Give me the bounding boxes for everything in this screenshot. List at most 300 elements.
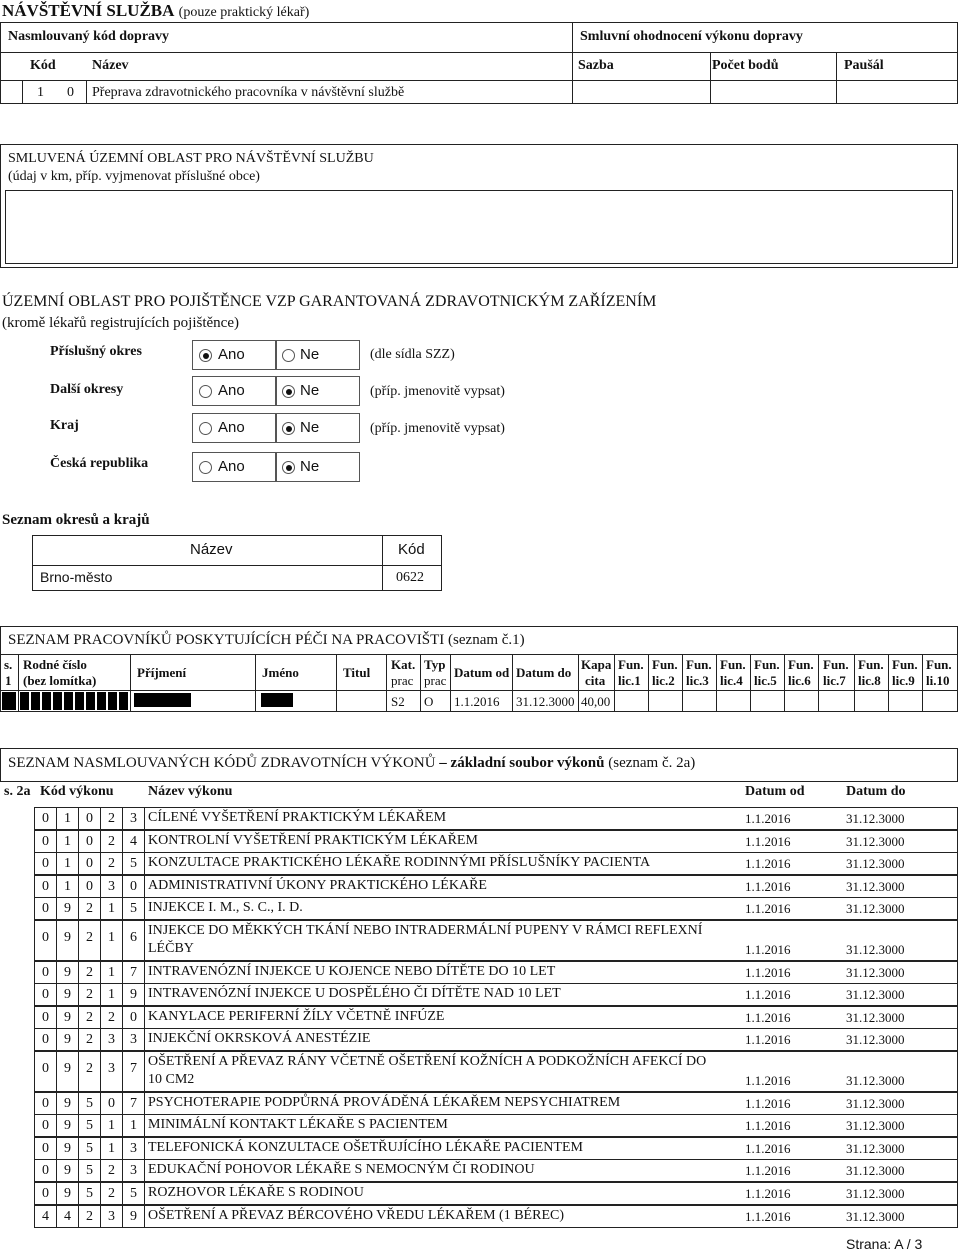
code-digit-box bbox=[56, 1006, 79, 1029]
col-lic: li.10 bbox=[926, 673, 950, 688]
code-digit: 7 bbox=[130, 964, 137, 980]
guarantee-row-label: Další okresy bbox=[50, 382, 124, 397]
code-name: ROZHOVOR LÉKAŘE S RODINOU bbox=[148, 1185, 364, 1200]
code-datum-od: 1.1.2016 bbox=[745, 1073, 791, 1088]
code-name: EDUKAČNÍ POHOVOR LÉKAŘE S NEMOCNÝM ČI RODINOU bbox=[148, 1162, 535, 1178]
code-digit: 0 bbox=[42, 856, 49, 872]
code-digit: 5 bbox=[86, 1118, 93, 1134]
codes-col-nazev: Název výkonu bbox=[148, 784, 233, 799]
code-datum-od: 1.1.2016 bbox=[745, 1208, 791, 1224]
codes-col-kod: Kód výkonu bbox=[40, 784, 114, 799]
col-rodne-cislo: Rodné číslo bbox=[23, 657, 87, 672]
code-digit: 3 bbox=[130, 1032, 137, 1048]
code-digit-box bbox=[56, 1114, 79, 1137]
codes-col-od: Datum od bbox=[745, 784, 805, 799]
col-pocet-bodu: Počet bodů bbox=[712, 58, 779, 73]
code-datum-do: 31.12.3000 bbox=[846, 833, 905, 849]
code-digit-box bbox=[100, 807, 123, 830]
code-row bbox=[0, 1137, 960, 1159]
code-digit-box bbox=[34, 852, 57, 875]
code-digit: 3 bbox=[130, 1163, 137, 1179]
code-digit: 5 bbox=[130, 856, 137, 872]
page-number: Strana: A / 3 bbox=[846, 1236, 923, 1252]
code-digit-box bbox=[78, 830, 101, 853]
code-digit-box bbox=[122, 920, 145, 961]
code-digit: 2 bbox=[108, 856, 115, 872]
code-digit: 1 bbox=[64, 811, 71, 826]
code-digit: 9 bbox=[64, 1095, 71, 1111]
code-digit-box bbox=[56, 983, 79, 1006]
code-name: PSYCHOTERAPIE PODPŮRNÁ PROVÁDĚNÁ LÉKAŘEM NEPSYCHIATREM bbox=[148, 1094, 621, 1110]
code-digit-box bbox=[100, 1092, 123, 1115]
code-digit: 3 bbox=[108, 878, 115, 894]
code-digit: 5 bbox=[130, 901, 137, 917]
code-digit: 9 bbox=[64, 1140, 71, 1156]
code-name: INTRAVENÓZNÍ INJEKCE U KOJENCE NEBO DÍTĚTE DO 10 LET bbox=[148, 963, 556, 979]
code-digit-box bbox=[56, 897, 79, 920]
code-datum-od: 1.1.2016 bbox=[745, 811, 791, 826]
code-digit: 0 bbox=[130, 878, 137, 894]
code-datum-od: 1.1.2016 bbox=[745, 833, 791, 849]
code-digit-box bbox=[100, 983, 123, 1006]
code-digit-box bbox=[100, 897, 123, 920]
code-datum-do: 31.12.3000 bbox=[846, 1032, 905, 1048]
code-digit-box bbox=[34, 897, 57, 920]
col-lic: lic.4 bbox=[720, 673, 743, 688]
radio-yes[interactable] bbox=[199, 349, 212, 362]
code-digit-box bbox=[78, 1182, 101, 1205]
radio-yes[interactable] bbox=[199, 461, 212, 474]
code-digit: 0 bbox=[86, 833, 93, 849]
code-name: OŠETŘENÍ A PŘEVAZ BÉRCOVÉHO VŘEDU LÉKAŘEM (1 BÉREC) bbox=[148, 1207, 565, 1223]
guarantee-subtitle: (kromě lékařů registrujících pojištěnce) bbox=[2, 315, 239, 331]
code-digit-box bbox=[34, 1051, 57, 1092]
code-digit-box bbox=[78, 1114, 101, 1137]
code-datum-do: 31.12.3000 bbox=[846, 1140, 905, 1156]
code-digit: 0 bbox=[42, 1032, 49, 1048]
code-digit-box bbox=[122, 875, 145, 898]
code-digit: 2 bbox=[86, 930, 93, 945]
code-datum-od: 1.1.2016 bbox=[745, 942, 791, 957]
code-digit: 0 bbox=[42, 930, 49, 945]
col-sazba: Sazba bbox=[578, 58, 614, 73]
code-row bbox=[0, 983, 960, 1005]
col-lic: lic.5 bbox=[754, 673, 777, 688]
code-digit-box bbox=[122, 897, 145, 920]
codes-title: SEZNAM NASMLOUVANÝCH KÓDŮ ZDRAVOTNÍCH VÝKONŮ – základní soubor výkonů (seznam č. 2a) bbox=[8, 755, 696, 771]
code-row bbox=[0, 1092, 960, 1114]
code-datum-od: 1.1.2016 bbox=[745, 878, 791, 894]
code-digit-box bbox=[78, 807, 101, 830]
code-datum-od: 1.1.2016 bbox=[745, 1095, 791, 1111]
col-kat: Kat. bbox=[391, 657, 416, 672]
code-digit-box bbox=[100, 1028, 123, 1051]
districts-col-nazev: Název bbox=[190, 541, 233, 558]
code-digit: 9 bbox=[64, 1186, 71, 1201]
code-digit-box bbox=[100, 875, 123, 898]
code-digit-box bbox=[100, 961, 123, 984]
worker-typ: O bbox=[424, 694, 434, 709]
code-digit: 0 bbox=[42, 1095, 49, 1111]
col-pausal: Paušál bbox=[844, 58, 884, 73]
worker-kat: S2 bbox=[391, 694, 405, 709]
code-digit-box bbox=[122, 1006, 145, 1029]
code-name: MINIMÁLNÍ KONTAKT LÉKAŘE S PACIENTEM bbox=[148, 1117, 448, 1133]
code-digit: 9 bbox=[64, 1009, 71, 1025]
col-kapacita: cita bbox=[585, 673, 606, 688]
code-digit: 0 bbox=[42, 1140, 49, 1156]
code-digit: 0 bbox=[86, 878, 93, 894]
code-digit: 0 bbox=[42, 833, 49, 849]
code-digit: 3 bbox=[130, 1140, 137, 1156]
district-code: 0622 bbox=[396, 570, 424, 585]
code-digit-box bbox=[100, 1159, 123, 1182]
code-digit-box bbox=[56, 961, 79, 984]
code-datum-do: 31.12.3000 bbox=[846, 1009, 905, 1025]
code-digit-box bbox=[34, 875, 57, 898]
radio-no-label: Ne bbox=[300, 382, 320, 399]
col-titul: Titul bbox=[343, 665, 371, 680]
code-digit-box bbox=[122, 961, 145, 984]
code-digit-box bbox=[56, 920, 79, 961]
code-digit-box bbox=[34, 1006, 57, 1029]
radio-yes[interactable] bbox=[199, 385, 212, 398]
radio-yes-label: Ano bbox=[218, 419, 245, 436]
code-row bbox=[0, 1159, 960, 1181]
code-row bbox=[0, 1114, 960, 1136]
code-datum-do: 31.12.3000 bbox=[846, 856, 905, 872]
code-name: ADMINISTRATIVNÍ ÚKONY PRAKTICKÉHO LÉKAŘE bbox=[148, 877, 487, 893]
radio-no-label: Ne bbox=[300, 458, 320, 475]
code-datum-do: 31.12.3000 bbox=[846, 901, 905, 917]
page-subtitle: (pouze praktický lékař) bbox=[178, 5, 310, 20]
code-row bbox=[0, 897, 960, 919]
code-datum-do: 31.12.3000 bbox=[846, 1163, 905, 1179]
code-digit-box bbox=[34, 1159, 57, 1182]
code-name-cont: LÉČBY bbox=[148, 941, 194, 956]
code-row bbox=[0, 852, 960, 874]
code-digit: 0 bbox=[108, 1095, 115, 1111]
col-lic: lic.2 bbox=[652, 673, 675, 688]
code-digit-box bbox=[122, 1182, 145, 1205]
code-row bbox=[0, 875, 960, 897]
code-name: INJEKCE DO MĚKKÝCH TKÁNÍ NEBO INTRADERMÁLNÍ PUPENY V RÁMCI REFLEXNÍ bbox=[148, 923, 703, 938]
code-digit-box bbox=[122, 983, 145, 1006]
page-title: NÁVŠTĚVNÍ SLUŽBA bbox=[2, 1, 175, 20]
code-row bbox=[0, 920, 960, 960]
code-digit-box bbox=[56, 1051, 79, 1092]
code-digit: 9 bbox=[130, 1208, 137, 1224]
code-digit-box bbox=[56, 1159, 79, 1182]
code-name: INTRAVENÓZNÍ INJEKCE U DOSPĚLÉHO ČI DÍTĚTE NAD 10 LET bbox=[148, 986, 561, 1002]
transport-name: Přeprava zdravotnického pracovníka v návštěvní službě bbox=[92, 85, 405, 100]
code-digit: 4 bbox=[130, 833, 137, 849]
code-digit-box bbox=[122, 1028, 145, 1051]
code-digit: 1 bbox=[64, 833, 71, 849]
code-digit: 1 bbox=[64, 878, 71, 894]
code-digit: 2 bbox=[86, 1208, 93, 1224]
code-digit: 1 bbox=[64, 856, 71, 872]
code-digit: 1 bbox=[108, 987, 115, 1003]
code-row bbox=[0, 1006, 960, 1028]
code-digit: 2 bbox=[86, 1061, 93, 1076]
code-digit: 2 bbox=[108, 1163, 115, 1179]
col-fun: Fun. bbox=[788, 657, 814, 672]
col-kod: Kód bbox=[30, 58, 56, 73]
code-datum-od: 1.1.2016 bbox=[745, 856, 791, 872]
code-datum-do: 31.12.3000 bbox=[846, 1118, 905, 1134]
radio-no-label: Ne bbox=[300, 419, 320, 436]
code-digit: 0 bbox=[42, 811, 49, 826]
code-name: OŠETŘENÍ A PŘEVAZ RÁNY VČETNĚ OŠETŘENÍ KOŽNÍCH A PODKOŽNÍCH AFEKCÍ DO bbox=[148, 1054, 707, 1069]
code-digit-box bbox=[34, 830, 57, 853]
code-digit-box bbox=[122, 807, 145, 830]
code-digit-box bbox=[100, 1051, 123, 1092]
code-digit: 5 bbox=[130, 1186, 137, 1201]
code-digit-box bbox=[34, 1028, 57, 1051]
code-datum-do: 31.12.3000 bbox=[846, 964, 905, 980]
code-digit: 4 bbox=[64, 1208, 71, 1224]
code-digit-box bbox=[100, 1137, 123, 1160]
code-datum-od: 1.1.2016 bbox=[745, 987, 791, 1003]
code-digit: 1 bbox=[108, 1140, 115, 1156]
code-digit: 7 bbox=[130, 1095, 137, 1111]
col-fun: Fun. bbox=[754, 657, 780, 672]
redacted-block bbox=[2, 692, 16, 710]
code-digit-box bbox=[100, 1182, 123, 1205]
code-digit: 0 bbox=[42, 1118, 49, 1134]
code-digit: 0 bbox=[42, 1061, 49, 1076]
districts-title: Seznam okresů a krajů bbox=[2, 512, 150, 528]
codes-col-do: Datum do bbox=[846, 784, 906, 799]
code-digit: 2 bbox=[86, 1009, 93, 1025]
code-digit-box bbox=[56, 852, 79, 875]
col-fun: Fun. bbox=[892, 657, 918, 672]
code-row bbox=[0, 1051, 960, 1091]
code-digit: 0 bbox=[42, 987, 49, 1003]
code-digit: 0 bbox=[86, 811, 93, 826]
col-jmeno: Jméno bbox=[262, 665, 299, 680]
code-digit: 3 bbox=[130, 811, 137, 826]
code-digit-box bbox=[56, 1182, 79, 1205]
code-digit: 9 bbox=[64, 1163, 71, 1179]
code-datum-do: 31.12.3000 bbox=[846, 942, 905, 957]
code-digit: 9 bbox=[64, 987, 71, 1003]
code-digit: 1 bbox=[130, 1118, 137, 1134]
code-datum-od: 1.1.2016 bbox=[745, 1118, 791, 1134]
code-digit-box bbox=[100, 830, 123, 853]
code-digit-box bbox=[34, 1137, 57, 1160]
code-digit: 9 bbox=[130, 987, 137, 1003]
code-digit: 1 bbox=[108, 1118, 115, 1134]
transport-left-header: Nasmlouvaný kód dopravy bbox=[8, 29, 170, 44]
code-digit: 0 bbox=[42, 1009, 49, 1025]
radio-yes-label: Ano bbox=[218, 346, 245, 363]
code-digit-box bbox=[122, 1137, 145, 1160]
code-digit-box bbox=[34, 983, 57, 1006]
col-lic: lic.8 bbox=[858, 673, 881, 688]
code-digit-box bbox=[34, 1092, 57, 1115]
area-input[interactable] bbox=[5, 190, 953, 264]
col-s1: 1 bbox=[5, 673, 12, 688]
col-s1: s. bbox=[4, 657, 13, 672]
codes-col-s2a: s. 2a bbox=[4, 784, 31, 799]
code-digit-box bbox=[78, 1205, 101, 1228]
col-typ: Typ bbox=[424, 657, 446, 672]
code-name: INJEKCE I. M., S. C., I. D. bbox=[148, 900, 303, 916]
col-lic: lic.9 bbox=[892, 673, 915, 688]
transport-right-header: Smluvní ohodnocení výkonu dopravy bbox=[580, 29, 803, 44]
code-row bbox=[0, 1182, 960, 1204]
code-row bbox=[0, 1205, 960, 1227]
code-digit-box bbox=[34, 1182, 57, 1205]
guarantee-row-label: Česká republika bbox=[50, 456, 149, 471]
code-datum-do: 31.12.3000 bbox=[846, 1186, 905, 1201]
radio-no[interactable] bbox=[282, 385, 295, 398]
code-row bbox=[0, 1028, 960, 1050]
code-digit-box bbox=[34, 807, 57, 830]
code-datum-od: 1.1.2016 bbox=[745, 1032, 791, 1048]
col-kapacita: Kapa bbox=[581, 657, 612, 672]
code-digit: 1 bbox=[108, 964, 115, 980]
code-digit-box bbox=[56, 1137, 79, 1160]
guarantee-row-label: Kraj bbox=[50, 418, 79, 433]
col-datum-do: Datum do bbox=[516, 665, 572, 680]
col-fun: Fun. bbox=[652, 657, 678, 672]
code-digit: 9 bbox=[64, 1032, 71, 1048]
code-digit-box bbox=[122, 1159, 145, 1182]
area-subtitle: (údaj v km, příp. vyjmenovat příslušné obce) bbox=[8, 169, 260, 184]
code-digit: 9 bbox=[64, 930, 71, 945]
worker-datum-od: 1.1.2016 bbox=[454, 694, 500, 709]
code-digit-box bbox=[78, 1137, 101, 1160]
worker-kapacita: 40,00 bbox=[581, 694, 611, 709]
code-digit-box bbox=[100, 1205, 123, 1228]
code-datum-do: 31.12.3000 bbox=[846, 1073, 905, 1088]
code-digit-box bbox=[56, 807, 79, 830]
code-digit-box bbox=[34, 920, 57, 961]
code-digit-box bbox=[100, 920, 123, 961]
code-digit: 0 bbox=[42, 964, 49, 980]
code-digit: 2 bbox=[86, 901, 93, 917]
col-fun: Fun. bbox=[686, 657, 712, 672]
code-digit: 1 bbox=[108, 930, 115, 945]
col-typ: prac bbox=[424, 673, 447, 688]
code-name: CÍLENÉ VYŠETŘENÍ PRAKTICKÝM LÉKAŘEM bbox=[148, 810, 447, 825]
radio-no[interactable] bbox=[282, 349, 295, 362]
code-datum-do: 31.12.3000 bbox=[846, 878, 905, 894]
code-digit-box bbox=[56, 1028, 79, 1051]
code-name-cont: 10 CM2 bbox=[148, 1072, 195, 1087]
transport-code-digit: 0 bbox=[67, 85, 74, 100]
code-digit-box bbox=[56, 1205, 79, 1228]
code-digit-box bbox=[78, 983, 101, 1006]
code-digit: 5 bbox=[86, 1163, 93, 1179]
code-digit-box bbox=[122, 830, 145, 853]
code-digit-box bbox=[56, 1092, 79, 1115]
code-digit: 2 bbox=[108, 833, 115, 849]
code-digit-box bbox=[78, 897, 101, 920]
transport-code-digit: 1 bbox=[37, 85, 44, 100]
col-fun: Fun. bbox=[823, 657, 849, 672]
code-digit-box bbox=[100, 852, 123, 875]
code-row bbox=[0, 807, 960, 829]
code-digit-box bbox=[100, 1114, 123, 1137]
code-digit: 9 bbox=[64, 964, 71, 980]
code-digit: 2 bbox=[86, 1032, 93, 1048]
code-digit-box bbox=[122, 1114, 145, 1137]
radio-no-label: Ne bbox=[300, 346, 320, 363]
code-digit: 2 bbox=[108, 811, 115, 826]
code-digit: 6 bbox=[130, 930, 137, 945]
code-digit: 9 bbox=[64, 1061, 71, 1076]
workers-title: SEZNAM PRACOVNÍKŮ POSKYTUJÍCÍCH PÉČI NA PRACOVIŠTI (seznam č.1) bbox=[8, 632, 525, 648]
col-datum-od: Datum od bbox=[454, 665, 510, 680]
code-digit-box bbox=[78, 1092, 101, 1115]
code-digit: 9 bbox=[64, 901, 71, 917]
guarantee-row-note: (příp. jmenovitě vypsat) bbox=[370, 421, 505, 436]
code-digit: 3 bbox=[108, 1061, 115, 1076]
radio-no[interactable] bbox=[282, 461, 295, 474]
code-digit: 0 bbox=[130, 1009, 137, 1025]
code-digit-box bbox=[78, 852, 101, 875]
code-datum-od: 1.1.2016 bbox=[745, 901, 791, 917]
code-digit-box bbox=[122, 852, 145, 875]
code-digit-box bbox=[78, 920, 101, 961]
code-digit: 1 bbox=[108, 901, 115, 917]
code-digit: 5 bbox=[86, 1095, 93, 1111]
code-digit-box bbox=[122, 1205, 145, 1228]
code-digit: 5 bbox=[86, 1186, 93, 1201]
radio-yes-label: Ano bbox=[218, 382, 245, 399]
code-datum-do: 31.12.3000 bbox=[846, 1208, 905, 1224]
guarantee-title: ÚZEMNÍ OBLAST PRO POJIŠTĚNCE VZP GARANTOVANÁ ZDRAVOTNICKÝM ZAŘÍZENÍM bbox=[2, 293, 657, 310]
worker-datum-do: 31.12.3000 bbox=[516, 694, 575, 709]
district-name: Brno-město bbox=[40, 569, 113, 585]
code-digit-box bbox=[56, 830, 79, 853]
code-datum-do: 31.12.3000 bbox=[846, 811, 905, 826]
col-nazev: Název bbox=[92, 58, 129, 73]
code-name: INJEKČNÍ OKRSKOVÁ ANESTÉZIE bbox=[148, 1031, 371, 1047]
code-digit: 4 bbox=[42, 1208, 49, 1224]
code-digit-box bbox=[78, 1028, 101, 1051]
code-datum-do: 31.12.3000 bbox=[846, 1095, 905, 1111]
code-digit-box bbox=[34, 1205, 57, 1228]
col-prijmeni: Příjmení bbox=[137, 665, 187, 680]
radio-yes[interactable] bbox=[199, 422, 212, 435]
col-rodne-cislo: (bez lomítka) bbox=[23, 673, 97, 688]
code-digit: 9 bbox=[64, 1118, 71, 1134]
code-digit: 3 bbox=[108, 1032, 115, 1048]
code-digit-box bbox=[34, 1114, 57, 1137]
col-lic: lic.1 bbox=[618, 673, 641, 688]
code-digit: 2 bbox=[108, 1009, 115, 1025]
col-lic: lic.6 bbox=[788, 673, 811, 688]
code-digit: 7 bbox=[130, 1061, 137, 1076]
radio-no[interactable] bbox=[282, 422, 295, 435]
code-digit-box bbox=[56, 875, 79, 898]
code-digit: 0 bbox=[42, 1163, 49, 1179]
code-datum-od: 1.1.2016 bbox=[745, 964, 791, 980]
redacted-jmeno bbox=[261, 693, 293, 707]
redacted-prijmeni bbox=[134, 693, 191, 707]
code-digit-box bbox=[34, 961, 57, 984]
code-name: KONZULTACE PRAKTICKÉHO LÉKAŘE RODINNÝMI PŘÍSLUŠNÍKY PACIENTA bbox=[148, 855, 651, 871]
code-digit-box bbox=[122, 1092, 145, 1115]
code-digit-box bbox=[78, 875, 101, 898]
col-lic: lic.7 bbox=[823, 673, 846, 688]
col-kat: prac bbox=[391, 673, 414, 688]
